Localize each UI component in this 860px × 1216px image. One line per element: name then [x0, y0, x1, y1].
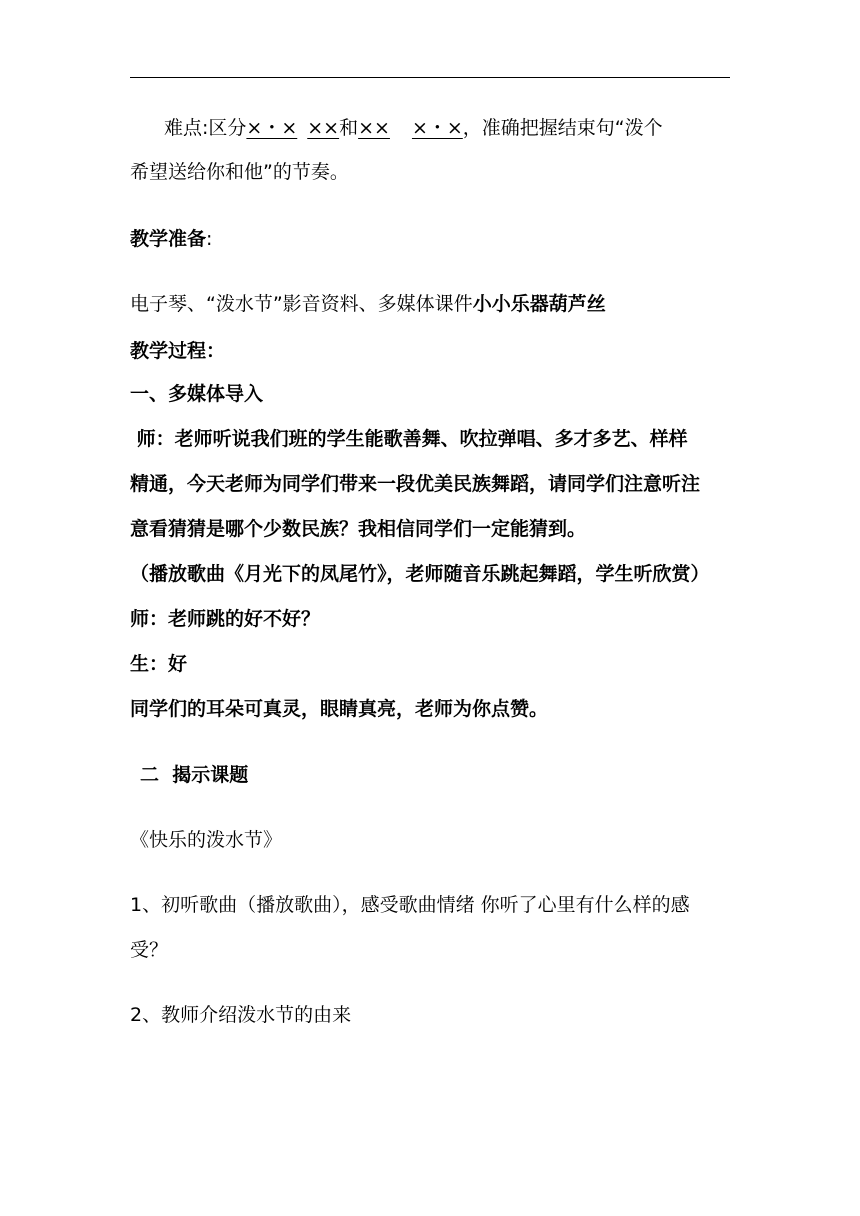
preparation-items-line	[130, 290, 730, 318]
rhythm-pattern-1a: ×・×	[246, 117, 298, 139]
rhythm-pattern-2a: ××	[358, 117, 390, 139]
section-2-heading: 二 揭示课题	[140, 764, 249, 786]
preparation-heading: 教学准备	[130, 228, 207, 250]
section-1-play-note: （播放歌曲《月光下的凤尾竹》，老师随音乐跳起舞蹈，学生听欣赏）	[130, 563, 710, 585]
difficulty-line-1	[164, 114, 730, 142]
section-1-teacher-question: 师：老师跳的好不好？	[130, 608, 321, 630]
header-rule	[130, 77, 730, 78]
section-1-paragraph-line-1: 师：老师听说我们班的学生能歌善舞、吹拉弹唱、多才多艺、样样	[130, 428, 688, 450]
difficulty-line-2: 希望送给你和他”的节奏。	[130, 161, 349, 183]
preparation-heading-line	[130, 225, 730, 253]
section-1-student-answer: 生：好	[130, 653, 188, 675]
step-1-line-2: 受？	[130, 939, 169, 961]
preparation-items: 电子琴、“泼水节”影音资料、多媒体课件	[130, 293, 473, 315]
process-heading: 教学过程：	[130, 340, 226, 362]
preparation-colon: :	[206, 228, 213, 250]
difficulty-prefix: 难点:区分	[164, 117, 247, 139]
song-title: 《快乐的泼水节》	[130, 829, 283, 851]
section-1-paragraph-line-3: 意看猜猜是哪个少数民族？我相信同学们一定能猜到。	[130, 518, 587, 540]
section-1-heading: 一、多媒体导入	[130, 383, 264, 405]
rhythm-pattern-1b: ××	[307, 117, 340, 139]
preparation-items-tail: 小小乐器葫芦丝	[472, 293, 606, 315]
rhythm-pattern-2b: ×・×	[411, 117, 463, 139]
section-1-praise: 同学们的耳朵可真灵，眼睛真亮，老师为你点赞。	[130, 698, 549, 720]
difficulty-and: 和	[339, 117, 359, 139]
difficulty-suffix: ，准确把握结束句“泼个	[462, 117, 663, 139]
section-1-paragraph-line-2: 精通，今天老师为同学们带来一段优美民族舞蹈，请同学们注意听注	[130, 473, 701, 495]
step-1-line-1: 1、初听歌曲（播放歌曲），感受歌曲情绪 你听了心里有什么样的感	[130, 894, 690, 916]
step-2: 2、教师介绍泼水节的由来	[130, 1004, 352, 1026]
